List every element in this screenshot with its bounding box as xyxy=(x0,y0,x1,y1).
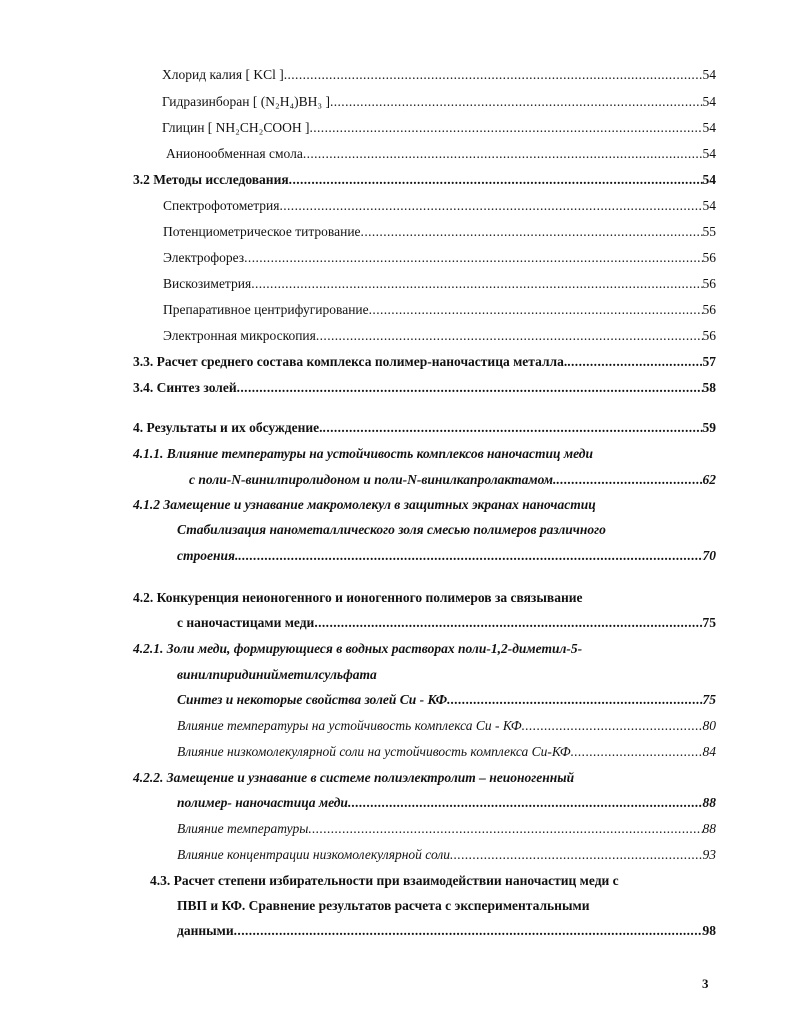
toc-entry-text: Влияние температуры xyxy=(177,821,309,836)
toc-entry xyxy=(177,718,716,734)
toc-entry-text: Гидразинборан [ (N₂H₄)BH₃ ] xyxy=(162,94,330,109)
toc-entry-page: 75 xyxy=(702,615,716,630)
toc-heading xyxy=(133,420,716,436)
toc-entry-text: Электронная микроскопия xyxy=(163,328,316,343)
toc-entry xyxy=(162,120,716,136)
dot-leader xyxy=(450,847,703,863)
toc-entry-page: 54 xyxy=(702,120,716,135)
toc-entry-text: Влияние концентрации низкомолекулярной соли xyxy=(177,847,450,862)
toc-entry-text: Препаративное центрифугирование xyxy=(163,302,369,317)
toc-heading-line: 4.1.2 Замещение и узнавание макромолекул в защитных экранах наночастиц xyxy=(133,497,596,512)
toc-entry-page: 93 xyxy=(702,847,716,862)
dot-leader xyxy=(244,250,702,266)
dot-leader xyxy=(234,923,703,939)
toc-entry-page: 54 xyxy=(702,146,716,161)
toc-entry xyxy=(166,146,716,162)
dot-leader xyxy=(238,548,702,564)
toc-heading-line: ПВП и КФ. Сравнение результатов расчета с экспериментальными xyxy=(177,898,590,913)
toc-entry-text: 3.2 Методы исследования xyxy=(133,172,289,187)
toc-entry-text: с поли-N-винилпиролидоном и поли-N-винилкапролактамом. xyxy=(189,472,557,487)
toc-entry-page: 88 xyxy=(702,795,716,810)
toc-entry-page: 54 xyxy=(702,67,716,82)
dot-leader xyxy=(316,328,703,344)
dot-leader xyxy=(289,172,703,188)
toc-entry xyxy=(177,923,716,939)
toc-entry-page: 54 xyxy=(702,198,716,213)
toc-entry-text: Вискозиметрия xyxy=(163,276,252,291)
toc-entry-text: 4. Результаты и их обсуждение. xyxy=(133,420,323,435)
dot-leader xyxy=(556,472,702,488)
toc-entry-text: полимер- наночастица меди xyxy=(177,795,348,810)
dot-leader xyxy=(571,744,703,760)
dot-leader xyxy=(447,692,702,708)
page-number: 3 xyxy=(702,976,709,991)
toc-entry xyxy=(163,224,716,240)
dot-leader xyxy=(309,120,702,136)
toc-heading-line: 4.2.2. Замещение и узнавание в системе полиэлектролит – неионогенный xyxy=(133,770,575,785)
toc-heading-line: 4.2.1. Золи меди, формирующиеся в водных растворах поли-1,2-диметил-5- xyxy=(133,641,583,656)
toc-entry-page: 54 xyxy=(702,94,716,109)
toc-entry xyxy=(177,744,716,760)
toc-entry-page: 56 xyxy=(702,328,716,343)
toc-entry-text: данными xyxy=(177,923,234,938)
dot-leader xyxy=(369,302,703,318)
toc-heading xyxy=(133,354,716,370)
toc-entry-text: Влияние температуры на устойчивость комплекса Cu - КФ xyxy=(177,718,522,733)
toc-entry-text: Синтез и некоторые свойства золей Cu - КФ xyxy=(177,692,448,707)
toc-entry-page: 56 xyxy=(702,276,716,291)
dot-leader xyxy=(323,420,703,436)
toc-entry-text: 3.3. Расчет среднего состава комплекса полимер-наночастица металла. xyxy=(133,354,568,369)
toc-entry-text: Глицин [ NH₂CH₂COOH ] xyxy=(162,120,310,135)
toc-entry xyxy=(177,692,716,708)
toc-entry xyxy=(162,94,716,110)
dot-leader xyxy=(567,354,702,370)
dot-leader xyxy=(251,276,702,292)
toc-entry-page: 57 xyxy=(702,354,716,369)
toc-entry xyxy=(177,615,716,631)
toc-entry xyxy=(163,328,716,344)
toc-entry-page: 56 xyxy=(702,302,716,317)
toc-entry-page: 59 xyxy=(702,420,716,435)
toc-heading-line: винилпиридинийметилсульфата xyxy=(177,667,377,682)
toc-entry xyxy=(163,250,716,266)
toc-entry xyxy=(177,847,716,863)
dot-leader xyxy=(237,380,703,396)
toc-entry-page: 58 xyxy=(702,380,716,395)
dot-leader xyxy=(314,615,702,631)
toc-heading-line: 4.1.1. Влияние температуры на устойчивость комплексов наночастиц меди xyxy=(133,446,593,461)
toc-entry xyxy=(162,67,716,83)
toc-entry xyxy=(163,276,716,292)
toc-entry xyxy=(189,472,716,488)
toc-entry-page: 84 xyxy=(702,744,716,759)
toc-entry xyxy=(163,302,716,318)
toc-heading-line: 4.2. Конкуренция неионогенного и ионогенного полимеров за связывание xyxy=(133,590,583,605)
toc-entry-text: Анионообменная смола xyxy=(166,146,303,161)
toc-entry-page: 75 xyxy=(702,692,716,707)
toc-entry-page: 55 xyxy=(702,224,716,239)
dot-leader xyxy=(522,718,703,734)
dot-leader xyxy=(303,146,703,162)
dot-leader xyxy=(348,795,703,811)
toc-entry-text: Потенциометрическое титрование xyxy=(163,224,361,239)
toc-entry-text: с наночастицами меди xyxy=(177,615,315,630)
toc-heading xyxy=(133,380,716,396)
toc-entry-text: Спектрофотометрия xyxy=(163,198,280,213)
dot-leader xyxy=(361,224,703,240)
toc-entry-page: 56 xyxy=(702,250,716,265)
dot-leader xyxy=(330,94,703,110)
dot-leader xyxy=(284,67,703,83)
dot-leader xyxy=(279,198,702,214)
toc-entry-page: 54 xyxy=(702,172,716,187)
toc-entry-text: Влияние низкомолекулярной соли на устойчивость комплекса Cu-КФ xyxy=(177,744,571,759)
toc-entry-page: 88 xyxy=(702,821,716,836)
toc-heading xyxy=(133,172,716,188)
toc-entry-page: 80 xyxy=(702,718,716,733)
dot-leader xyxy=(308,821,702,837)
toc-entry-text: Хлорид калия [ KCl ] xyxy=(162,67,284,82)
toc-entry-text: Электрофорез xyxy=(163,250,245,265)
toc-heading-line: 4.3. Расчет степени избирательности при взаимодействии наночастиц меди с xyxy=(150,873,619,888)
toc-entry xyxy=(177,821,716,837)
toc-entry-text: строения. xyxy=(177,548,239,563)
toc-entry-page: 70 xyxy=(702,548,716,563)
toc-entry-page: 98 xyxy=(702,923,716,938)
toc-entry xyxy=(177,548,716,564)
toc-entry xyxy=(163,198,716,214)
toc-heading-line: Стабилизация нанометаллического золя смесью полимеров различного xyxy=(177,522,606,537)
toc-entry-text: 3.4. Синтез золей xyxy=(133,380,237,395)
toc-entry xyxy=(177,795,716,811)
toc-entry-page: 62 xyxy=(702,472,716,487)
